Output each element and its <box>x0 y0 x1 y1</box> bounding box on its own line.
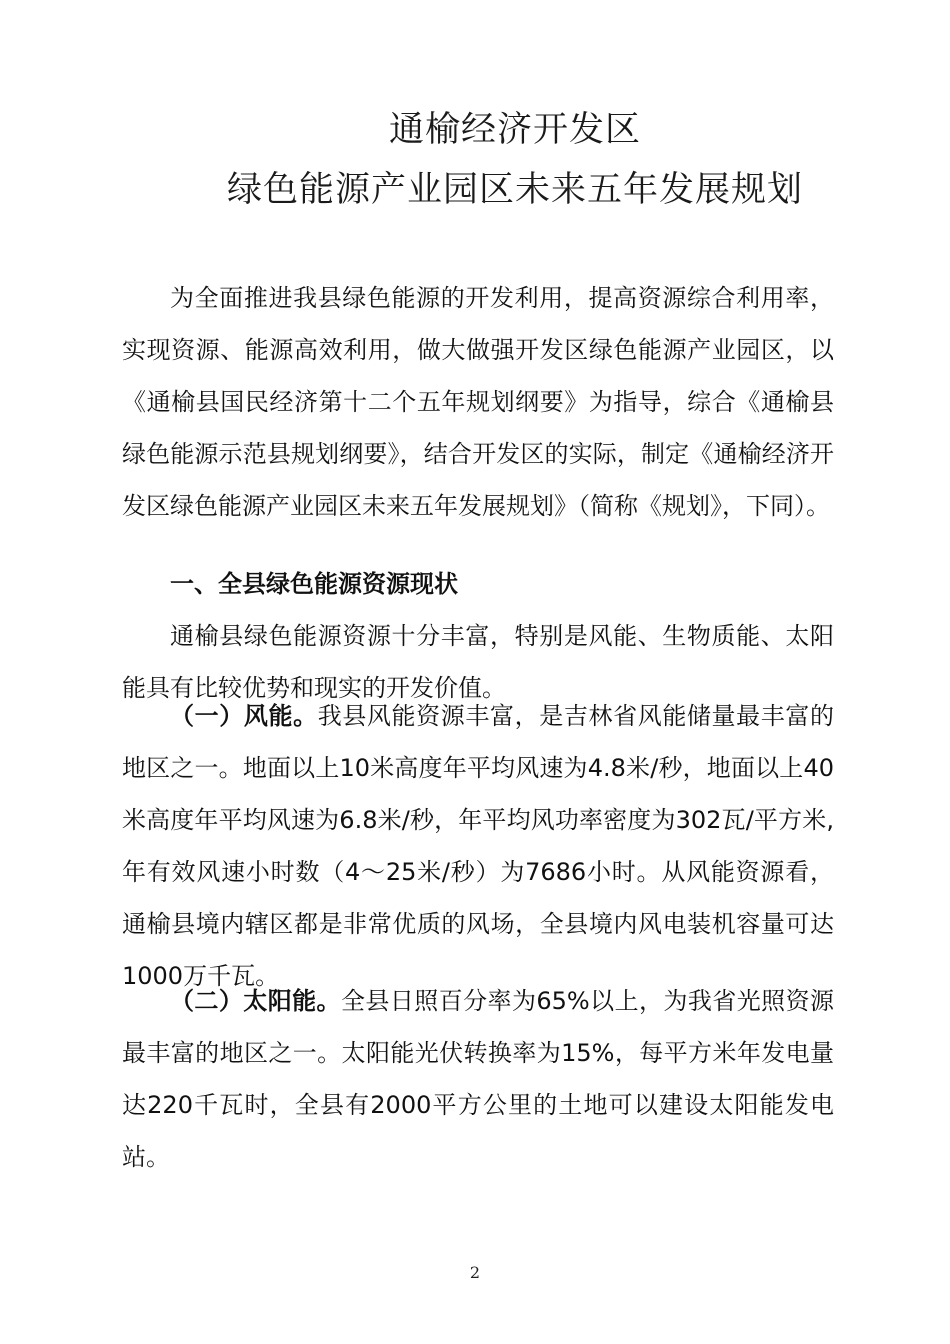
solar-label: （二）太阳能。 <box>170 987 341 1015</box>
intro-paragraph: 为全面推进我县绿色能源的开发利用，提高资源综合利用率，实现资源、能源高效利用，做大做强开发区绿色能源产业园区，以《通榆县国民经济第十二个五年规划纲要》为指导，综合《通榆县绿色能源示范县规划纲要》，结合开发区的实际，制定《通榆经济开发区绿色能源产业园区未来五年发展规划》（简称《规划》，下同）。 <box>122 284 834 520</box>
page-number: 2 <box>469 1263 481 1282</box>
document-title-line2: 绿色能源产业园区未来五年发展规划 <box>226 170 803 210</box>
section1-heading: 一、全县绿色能源资源现状 <box>170 570 458 598</box>
solar-text: 全县日照百分率为65%以上，为我省光照资源最丰富的地区之一。太阳能光伏转换率为15%，每平方米年发电量达220千瓦时，全县有2000平方公里的土地可以建设太阳能发电站。 <box>122 987 834 1171</box>
section1-intro-paragraph: 通榆县绿色能源资源十分丰富，特别是风能、生物质能、太阳能具有比较优势和现实的开发价值。 <box>122 622 834 702</box>
wind-text: 我县风能资源丰富，是吉林省风能储量最丰富的地区之一。地面以上10米高度年平均风速为4.8米/秒，地面以上40米高度年平均风速为6.8米/秒，年平均风功率密度为302瓦/平方米,年有效风速小时数（4～25米/秒）为7686小时。从风能资源看，通榆县境内辖区都是非常优质的风场，全县境内风电装机容量可达1000万千瓦。 <box>122 702 835 990</box>
wind-paragraph <box>122 690 834 1002</box>
wind-label: （一）风能。 <box>170 702 318 730</box>
document-title-line1: 通榆经济开发区 <box>388 110 641 150</box>
solar-paragraph <box>122 975 834 1183</box>
